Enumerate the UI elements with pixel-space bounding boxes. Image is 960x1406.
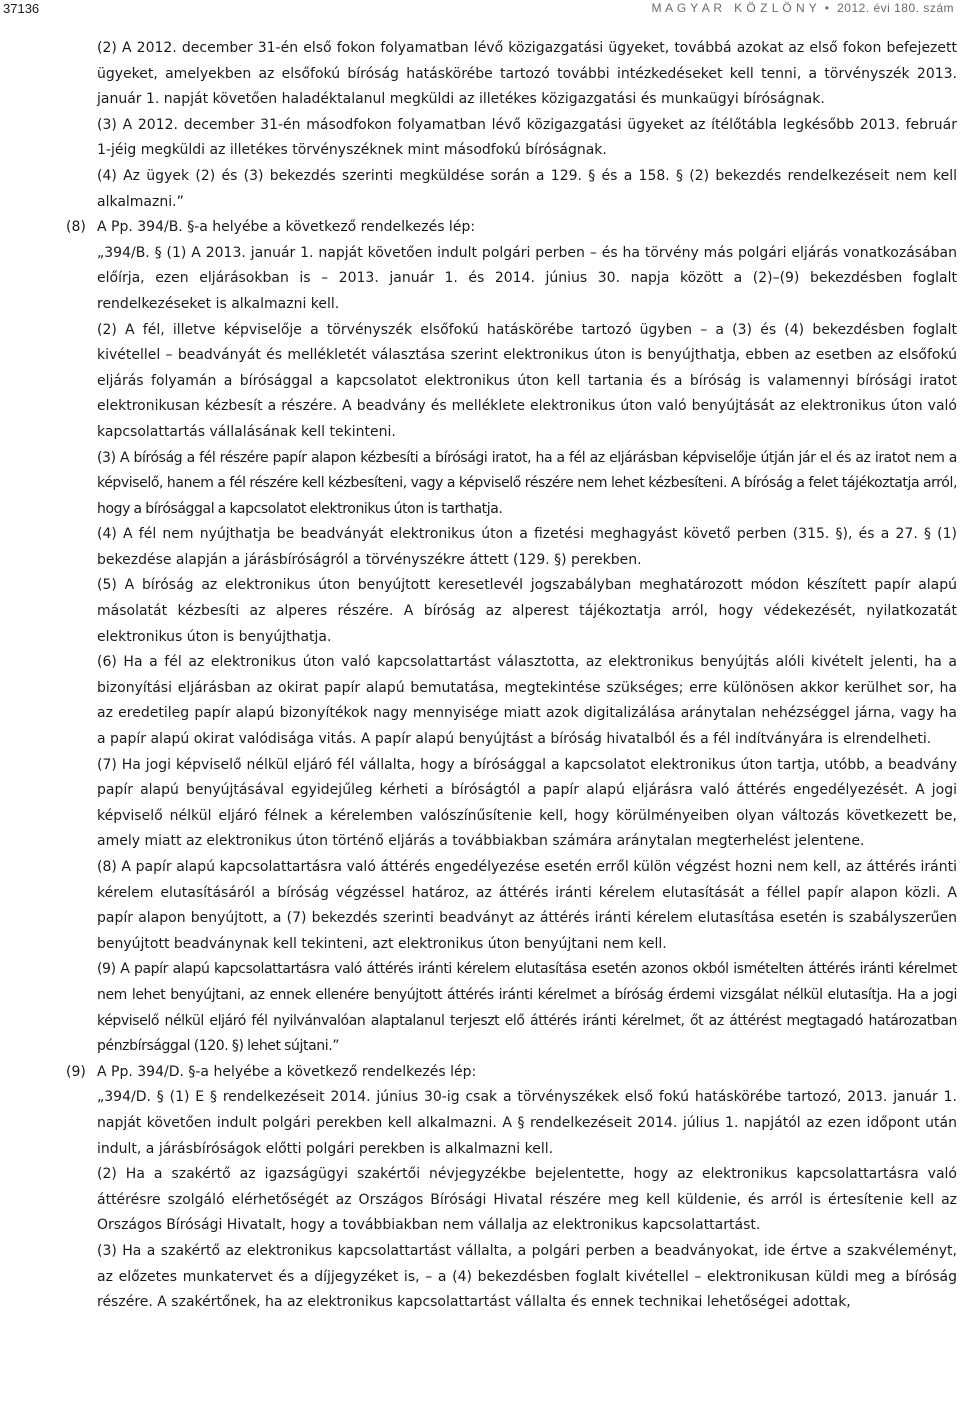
- paragraph: (2) Ha a szakértő az igazságügyi szakértői névjegyzékbe bejelentette, hogy az elektronikus kapcsolattartásra való áttérésre szolgáló elérhetőségét az Országos Bírósági Hivatal részére meg kell küldenie, és arról is értesítenie kell az Országos Bírósági Hivatalt, hogy a továbbiakban nem vállalja az elektronikus kapcsolattartást.: [97, 1166, 957, 1234]
- paragraph: (4) A fél nem nyújthatja be beadványát elektronikus úton a fizetési meghagyást követő perben (315. §), és a 27. § (1) bekezdése alapján a járásbíróságról a törvényszékre áttett (129. §) perekben.: [97, 526, 957, 568]
- paragraph: A Pp. 394/D. §-a helyébe a következő rendelkezés lép:: [97, 1063, 477, 1080]
- journal-title: M A G Y A R K Ö Z L Ö N Y • 2012. évi 180. szám: [651, 1, 954, 15]
- paragraph: (4) Az ügyek (2) és (3) bekezdés szerinti megküldése során a 129. § és a 158. § (2) bekezdés rendelkezéseit nem kell alkalmazni.”: [97, 167, 957, 210]
- point-number: (9): [66, 1063, 86, 1080]
- document-body: [66, 36, 957, 1316]
- paragraph: (7) Ha jogi képviselő nélkül eljáró fél vállalta, hogy a bírósággal a kapcsolatot elektronikus úton tartja, utóbb, a beadvány papír alapú benyújtásával egyidejűleg kérheti a bíróságtól a papír alapú eljárásra való áttérés engedélyezését. A jogi képviselő nélkül eljáró félnek a kérelemben valószínűsítenie kell, hogy körülményeiben olyan változás következett be, amely miatt az elektronikus úton történő eljárás a továbbiakban számára aránytalan megterhelést jelentene.: [97, 756, 957, 850]
- paragraph: (6) Ha a fél az elektronikus úton való kapcsolattartást választotta, az elektronikus benyújtás alóli kivételt jelenti, ha a bizonyítási eljárásban az okirat papír alapú bemutatása, megtekintése szükséges; erre különösen akkor kerülhet sor, ha az eredetileg papír alapú bizonyítékok nagy mennyisége miatt azok digitalizálása aránytalan nehézséggel járna, vagy ha a papír alapú okirat valódisága vitás. A papír alapú benyújtást a bíróság hivatalból és a fél indítványára is elrendelheti.: [97, 654, 957, 748]
- paragraph: (9) A papír alapú kapcsolattartásra való áttérés iránti kérelem elutasítása esetén azonos okból ismételten áttérés iránti kérelmet nem lehet benyújtani, az ennek ellenére benyújtott áttérés iránti kérelmet a bíróság érdemi vizsgálat nélkül elutasítja. Ha a jogi képviselő nélkül eljáró fél nyilvánvalóan alaptalanul terjeszt elő áttérés iránti kérelmet, őt az áttérést megtagadó határozatban pénzbírsággal (120. §) lehet sújtani.”: [97, 961, 957, 1055]
- numbered-point-8: [66, 215, 957, 241]
- page-header: [0, 0, 960, 24]
- point-number: (8): [66, 219, 86, 236]
- paragraph: (3) A 2012. december 31-én másodfokon folyamatban lévő közigazgatási ügyeket az ítélőtábla legkésőbb 2013. február 1-jéig megküldi az illetékes törvényszéknek mint másodfokú bíróságnak.: [97, 116, 957, 159]
- page-number: 37136: [3, 1, 40, 16]
- numbered-point-9: [66, 1060, 957, 1086]
- paragraph: (2) A fél, illetve képviselője a törvényszék elsőfokú hatáskörébe tartozó ügyben – a (3) és (4) bekezdésben foglalt kivétellel – beadványát és mellékletét választása szerint elektronikus úton is benyújthatja, ebben az esetben az elsőfokú eljárás folyamán a bírósággal a kapcsolatot elektronikus úton kell tartania és a bíróság is valamennyi bírósági iratot elektronikusan kézbesít a részére. A beadvány és melléklete elektronikus úton való benyújtását az elektronikus úton való kapcsolattartás vállalásának kell tekinteni.: [97, 321, 957, 440]
- paragraph: „394/D. § (1) E § rendelkezéseit 2014. június 30-ig csak a törvényszékek első fokú hatáskörébe tartozó, 2013. január 1. napját követően indult polgári perekben kell alkalmazni. A § rendelkezéseit 2014. július 1. napjától az ezen időpont után indult, a járásbíróságok előtti polgári perekben is alkalmazni kell.: [97, 1089, 957, 1157]
- paragraph: (5) A bíróság az elektronikus úton benyújtott keresetlevél jogszabályban meghatározott módon készített papír alapú másolatát kézbesíti az alperes részére. A bíróság az alperest tájékoztatja arról, hogy védekezését, nyilatkozatát elektronikus úton is benyújthatja.: [97, 577, 957, 645]
- paragraph: (2) A 2012. december 31-én első fokon folyamatban lévő közigazgatási ügyeket, továbbá azokat az első fokon befejezett ügyeket, amelyekben az elsőfokú bíróság hatáskörébe tartozó további intézkedéseket kell tenni, a törvényszék 2013. január 1. napját követően haladéktalanul megküldi az illetékes közigazgatási és munkaügyi bíróságnak.: [97, 40, 957, 108]
- paragraph: „394/B. § (1) A 2013. január 1. napját követően indult polgári perben – és ha törvény más polgári eljárás vonatkozásában előírja, ezen eljárásokban is – 2013. január 1. és 2014. június 30. napja között a (2)–(9) bekezdésben foglalt rendelkezéseket is alkalmazni kell.: [97, 244, 957, 312]
- paragraph: (8) A papír alapú kapcsolattartásra való áttérés engedélyezése esetén erről külön végzést hozni nem kell, az áttérés iránti kérelem elutasításáról a bíróság végzéssel határoz, az áttérés iránti kérelem elutasítását a féllel papír alapon közli. A papír alapon benyújtott, a (7) bekezdés szerinti beadványt az áttérés iránti kérelem elutasítása esetén is szabályszerűen benyújtott beadványnak kell tekinteni, azt elektronikus úton benyújtani nem kell.: [97, 859, 957, 952]
- paragraph: (3) A bíróság a fél részére papír alapon kézbesíti a bírósági iratot, ha a fél az eljárásban képviselője útján jár el és az iratot nem a képviselő, hanem a fél részére kell kézbesíteni, vagy a képviselő részére nem lehet kézbesíteni. A bíróság a felet tájékoztatja arról, hogy a bírósággal a kapcsolatot elektronikus úton is tarthatja.: [97, 449, 957, 517]
- paragraph: (3) Ha a szakértő az elektronikus kapcsolattartást vállalta, a polgári perben a beadványokat, ide értve a szakvéleményt, az előzetes munkatervet és a díjjegyzéket is, – a (4) bekezdésben foglalt kivétellel – elektronikusan küldi meg a bíróság részére. A szakértőnek, ha az elektronikus kapcsolattartást vállalta és ennek technikai lehetőségei adottak,: [97, 1242, 957, 1311]
- paragraph: A Pp. 394/B. §-a helyébe a következő rendelkezés lép:: [97, 219, 476, 236]
